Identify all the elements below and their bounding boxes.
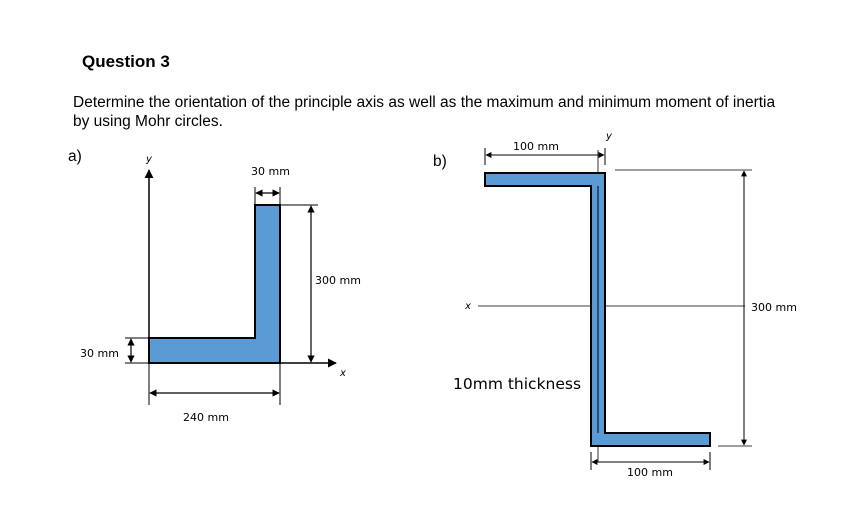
figure-b [464,131,797,479]
figure-a-l-section [149,205,280,363]
figure-a-label: a) [68,148,82,165]
figure-b-x-axis-label: x [465,301,471,312]
figure-b-height-dim-label: 300 mm [751,301,797,314]
figure-a [80,154,361,424]
figure-b-label: b) [433,153,447,170]
figure-a-y-axis-label: y [146,154,152,165]
question-text-line-2: by using Mohr circles. [73,113,223,130]
figure-a-flange-dim-label: 30 mm [80,347,119,360]
figure-a-height-dim-label: 300 mm [315,274,361,287]
figure-a-width-dim-label: 240 mm [183,411,229,424]
figure-b-top-dim-label: 100 mm [513,140,559,153]
figure-b-y-axis-label: y [606,131,612,142]
question-text-line-1: Determine the orientation of the principle axis as well as the maximum and minimum moment of inertia [73,94,776,111]
question-title: Question 3 [82,52,170,71]
figure-a-top-dim-label: 30 mm [251,165,290,178]
figure-b-bottom-dim-label: 100 mm [627,466,673,479]
thickness-note: 10mm thickness [453,375,582,393]
figure-a-x-axis-label: x [340,368,346,379]
